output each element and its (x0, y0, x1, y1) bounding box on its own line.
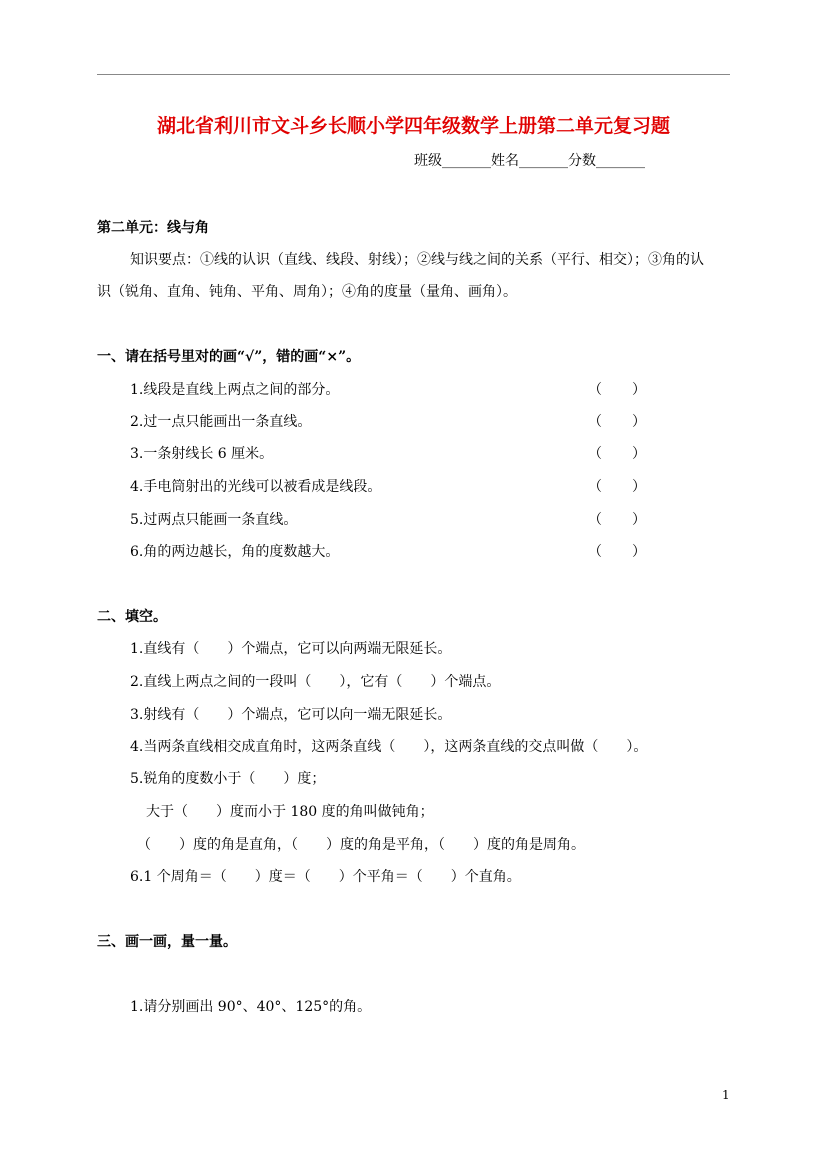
student-info-line: 班级_______姓名_______分数_______ (414, 153, 645, 169)
s2-item-5-line2: 大于（ ）度而小于 180 度的角叫做钝角； (146, 804, 434, 820)
knowledge-points-line2: 识（锐角、直角、钝角、平角、周角）；④角的度量（量角、画角）。 (97, 284, 517, 300)
s1-item-1: 1.线段是直线上两点之间的部分。 (130, 382, 340, 398)
section3-heading: 三、画一画，量一量。 (97, 934, 237, 950)
s1-item-2: 2.过一点只能画出一条直线。 (130, 414, 312, 430)
s2-item-5-line3: （ ）度的角是直角，（ ）度的角是平角，（ ）度的角是周角。 (137, 837, 585, 853)
s2-item-1: 1.直线有（ ）个端点，它可以向两端无限延长。 (130, 641, 452, 657)
s1-answer-3[interactable]: （ ） (588, 446, 646, 462)
page-title: 湖北省利川市文斗乡长顺小学四年级数学上册第二单元复习题 (156, 115, 670, 137)
s1-answer-1[interactable]: （ ） (588, 382, 646, 398)
s1-answer-2[interactable]: （ ） (588, 414, 646, 430)
s1-item-3: 3.一条射线长 6 厘米。 (130, 446, 274, 462)
unit-heading: 第二单元：线与角 (97, 220, 209, 236)
page-number: 1 (722, 1088, 730, 1102)
s2-item-6: 6.1 个周角＝（ ）度＝（ ）个平角＝（ ）个直角。 (130, 869, 521, 885)
header-rule (97, 74, 730, 75)
s2-item-3: 3.射线有（ ）个端点，它可以向一端无限延长。 (130, 707, 452, 723)
section2-heading: 二、填空。 (97, 609, 167, 625)
s1-item-5: 5.过两点只能画一条直线。 (130, 512, 298, 528)
s2-item-2: 2.直线上两点之间的一段叫（ ），它有（ ）个端点。 (130, 674, 501, 690)
knowledge-points-line1: 知识要点：①线的认识（直线、线段、射线）；②线与线之间的关系（平行、相交）；③角的认 (130, 252, 704, 268)
s1-answer-5[interactable]: （ ） (588, 512, 646, 528)
s1-answer-4[interactable]: （ ） (588, 479, 646, 495)
s2-item-5: 5.锐角的度数小于（ ）度； (130, 771, 326, 787)
s1-item-6: 6.角的两边越长，角的度数越大。 (130, 544, 340, 560)
s1-item-4: 4.手电筒射出的光线可以被看成是线段。 (130, 479, 382, 495)
s3-item-1: 1.请分别画出 90°、40°、125°的角。 (130, 999, 372, 1015)
s2-item-4: 4.当两条直线相交成直角时，这两条直线（ ），这两条直线的交点叫做（ ）。 (130, 739, 648, 755)
section1-heading: 一、请在括号里对的画“√”，错的画“×”。 (97, 349, 361, 365)
s1-answer-6[interactable]: （ ） (588, 544, 646, 560)
